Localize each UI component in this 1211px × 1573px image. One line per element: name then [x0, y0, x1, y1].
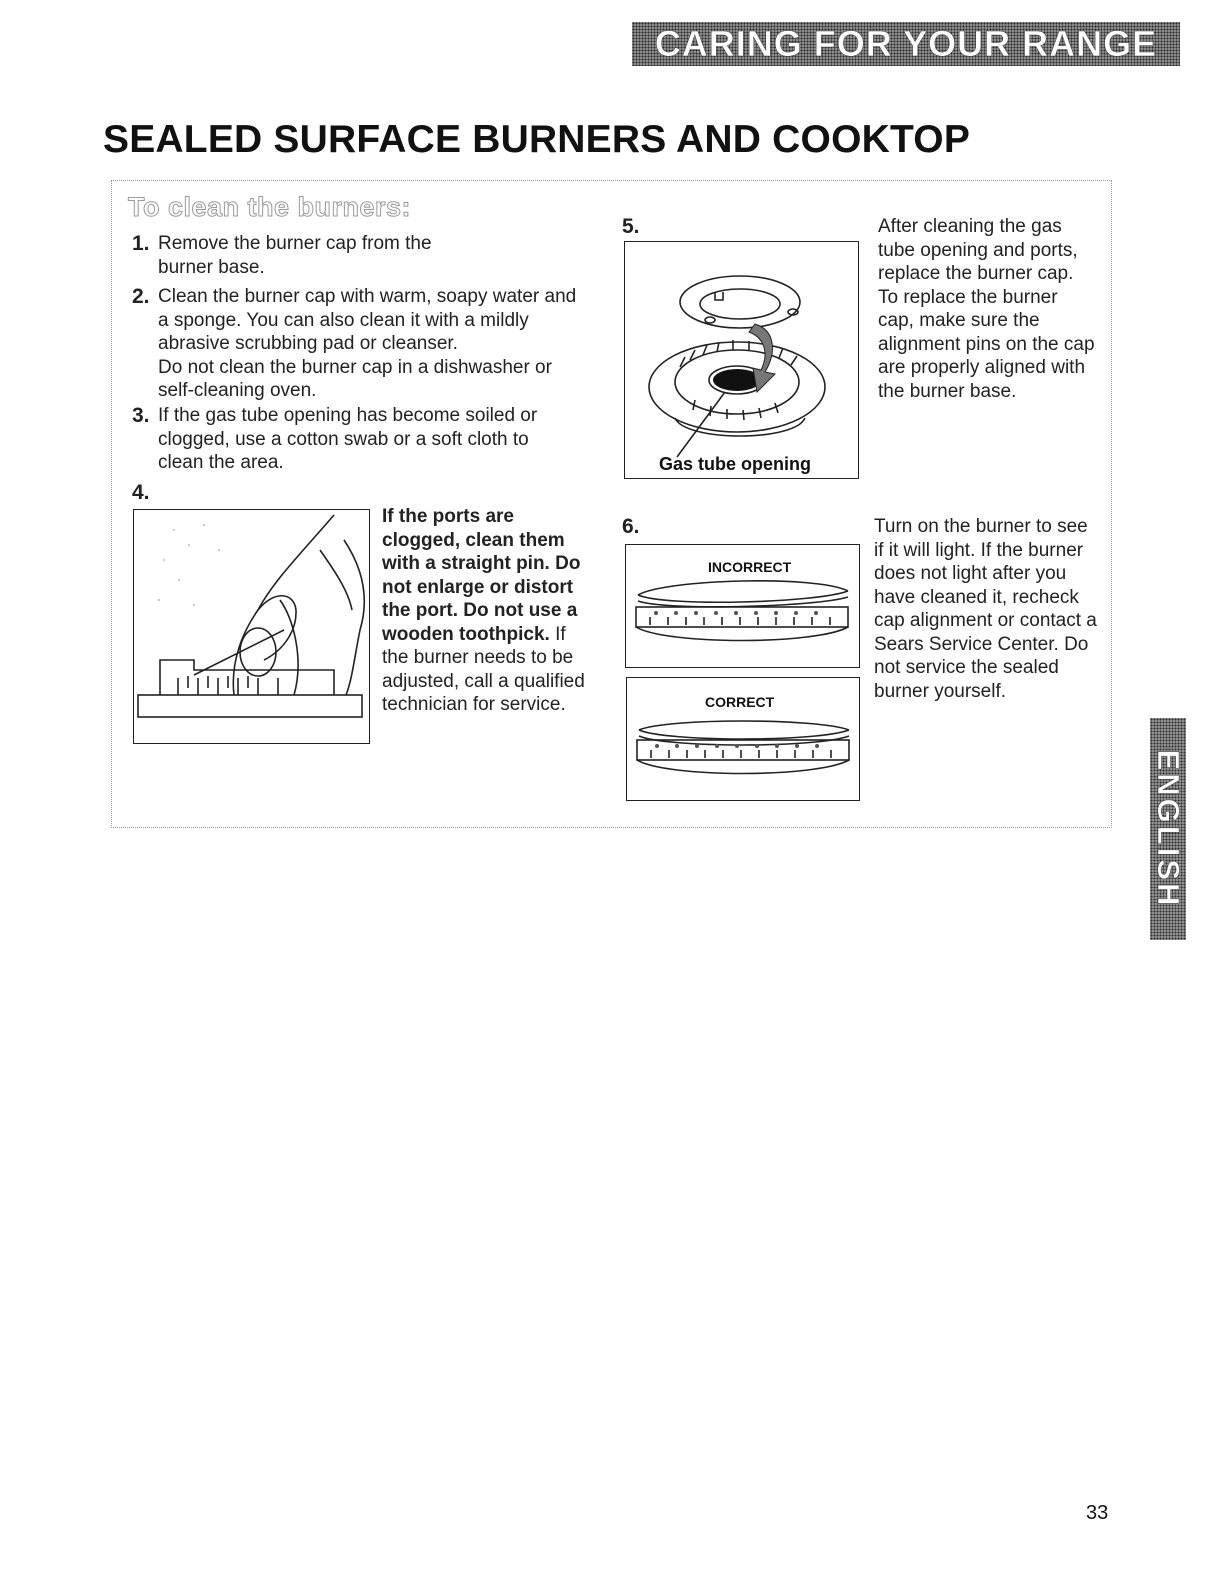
step-text-rest: If the burner needs to be adjusted, call a qualified technician for service.	[382, 623, 585, 715]
step-number: 5.	[622, 215, 640, 238]
step-text: If the gas tube opening has become soiled or clogged, use a cotton swab or a soft cloth to clean the area.	[158, 405, 538, 473]
step-3	[132, 404, 572, 475]
step-number: 3.	[132, 404, 150, 427]
step-text: Remove the burner cap from the burner base.	[158, 233, 432, 278]
page-title: SEALED SURFACE BURNERS AND COOKTOP	[103, 118, 971, 161]
pin-cleaning-illustration	[133, 509, 370, 744]
step-text	[382, 481, 597, 717]
incorrect-label: INCORRECT	[708, 559, 792, 575]
step-text: Clean the burner cap with warm, soapy water and a sponge. You can also clean it with a mildly abrasive scrubbing pad or cleanser.	[158, 286, 577, 354]
banner-text: CARING FOR YOUR RANGE	[654, 23, 1158, 64]
correct-alignment-illustration	[626, 677, 860, 801]
step-number: 2.	[132, 285, 150, 308]
step-number: 4.	[132, 481, 150, 504]
step-1	[132, 232, 462, 279]
step-warning: If the ports are clogged, clean them with a straight pin. Do not enlarge or distort the port. Do not use a wooden toothpick.	[382, 506, 581, 645]
incorrect-alignment-illustration	[625, 544, 860, 668]
page-number: 33	[1086, 1502, 1109, 1524]
correct-label: CORRECT	[705, 694, 775, 710]
step-text: After cleaning the gas tube opening and ports, replace the burner cap. To replace the burner cap, make sure the alignment pins on the cap are properly aligned with the burner base.	[878, 216, 1095, 402]
step-text: Turn on the burner to see if it will light. If the burner does not light after you have cleaned it, recheck cap alignment or contact a Sears Service Center. Do not service the sealed burner yourself.	[874, 516, 1097, 702]
step-text-note: Do not clean the burner cap in a dishwasher or self-cleaning oven.	[158, 356, 552, 401]
section-heading: To clean the burners:	[128, 192, 412, 222]
language-tab	[1150, 718, 1186, 940]
section-banner	[632, 22, 1180, 66]
step-number: 6.	[622, 515, 640, 538]
language-tab-text: ENGLISH	[1151, 749, 1186, 909]
step-2	[132, 285, 592, 403]
burner-cap-illustration	[624, 241, 859, 479]
step-number: 1.	[132, 232, 150, 255]
gas-tube-opening-label: Gas tube opening	[659, 454, 812, 474]
